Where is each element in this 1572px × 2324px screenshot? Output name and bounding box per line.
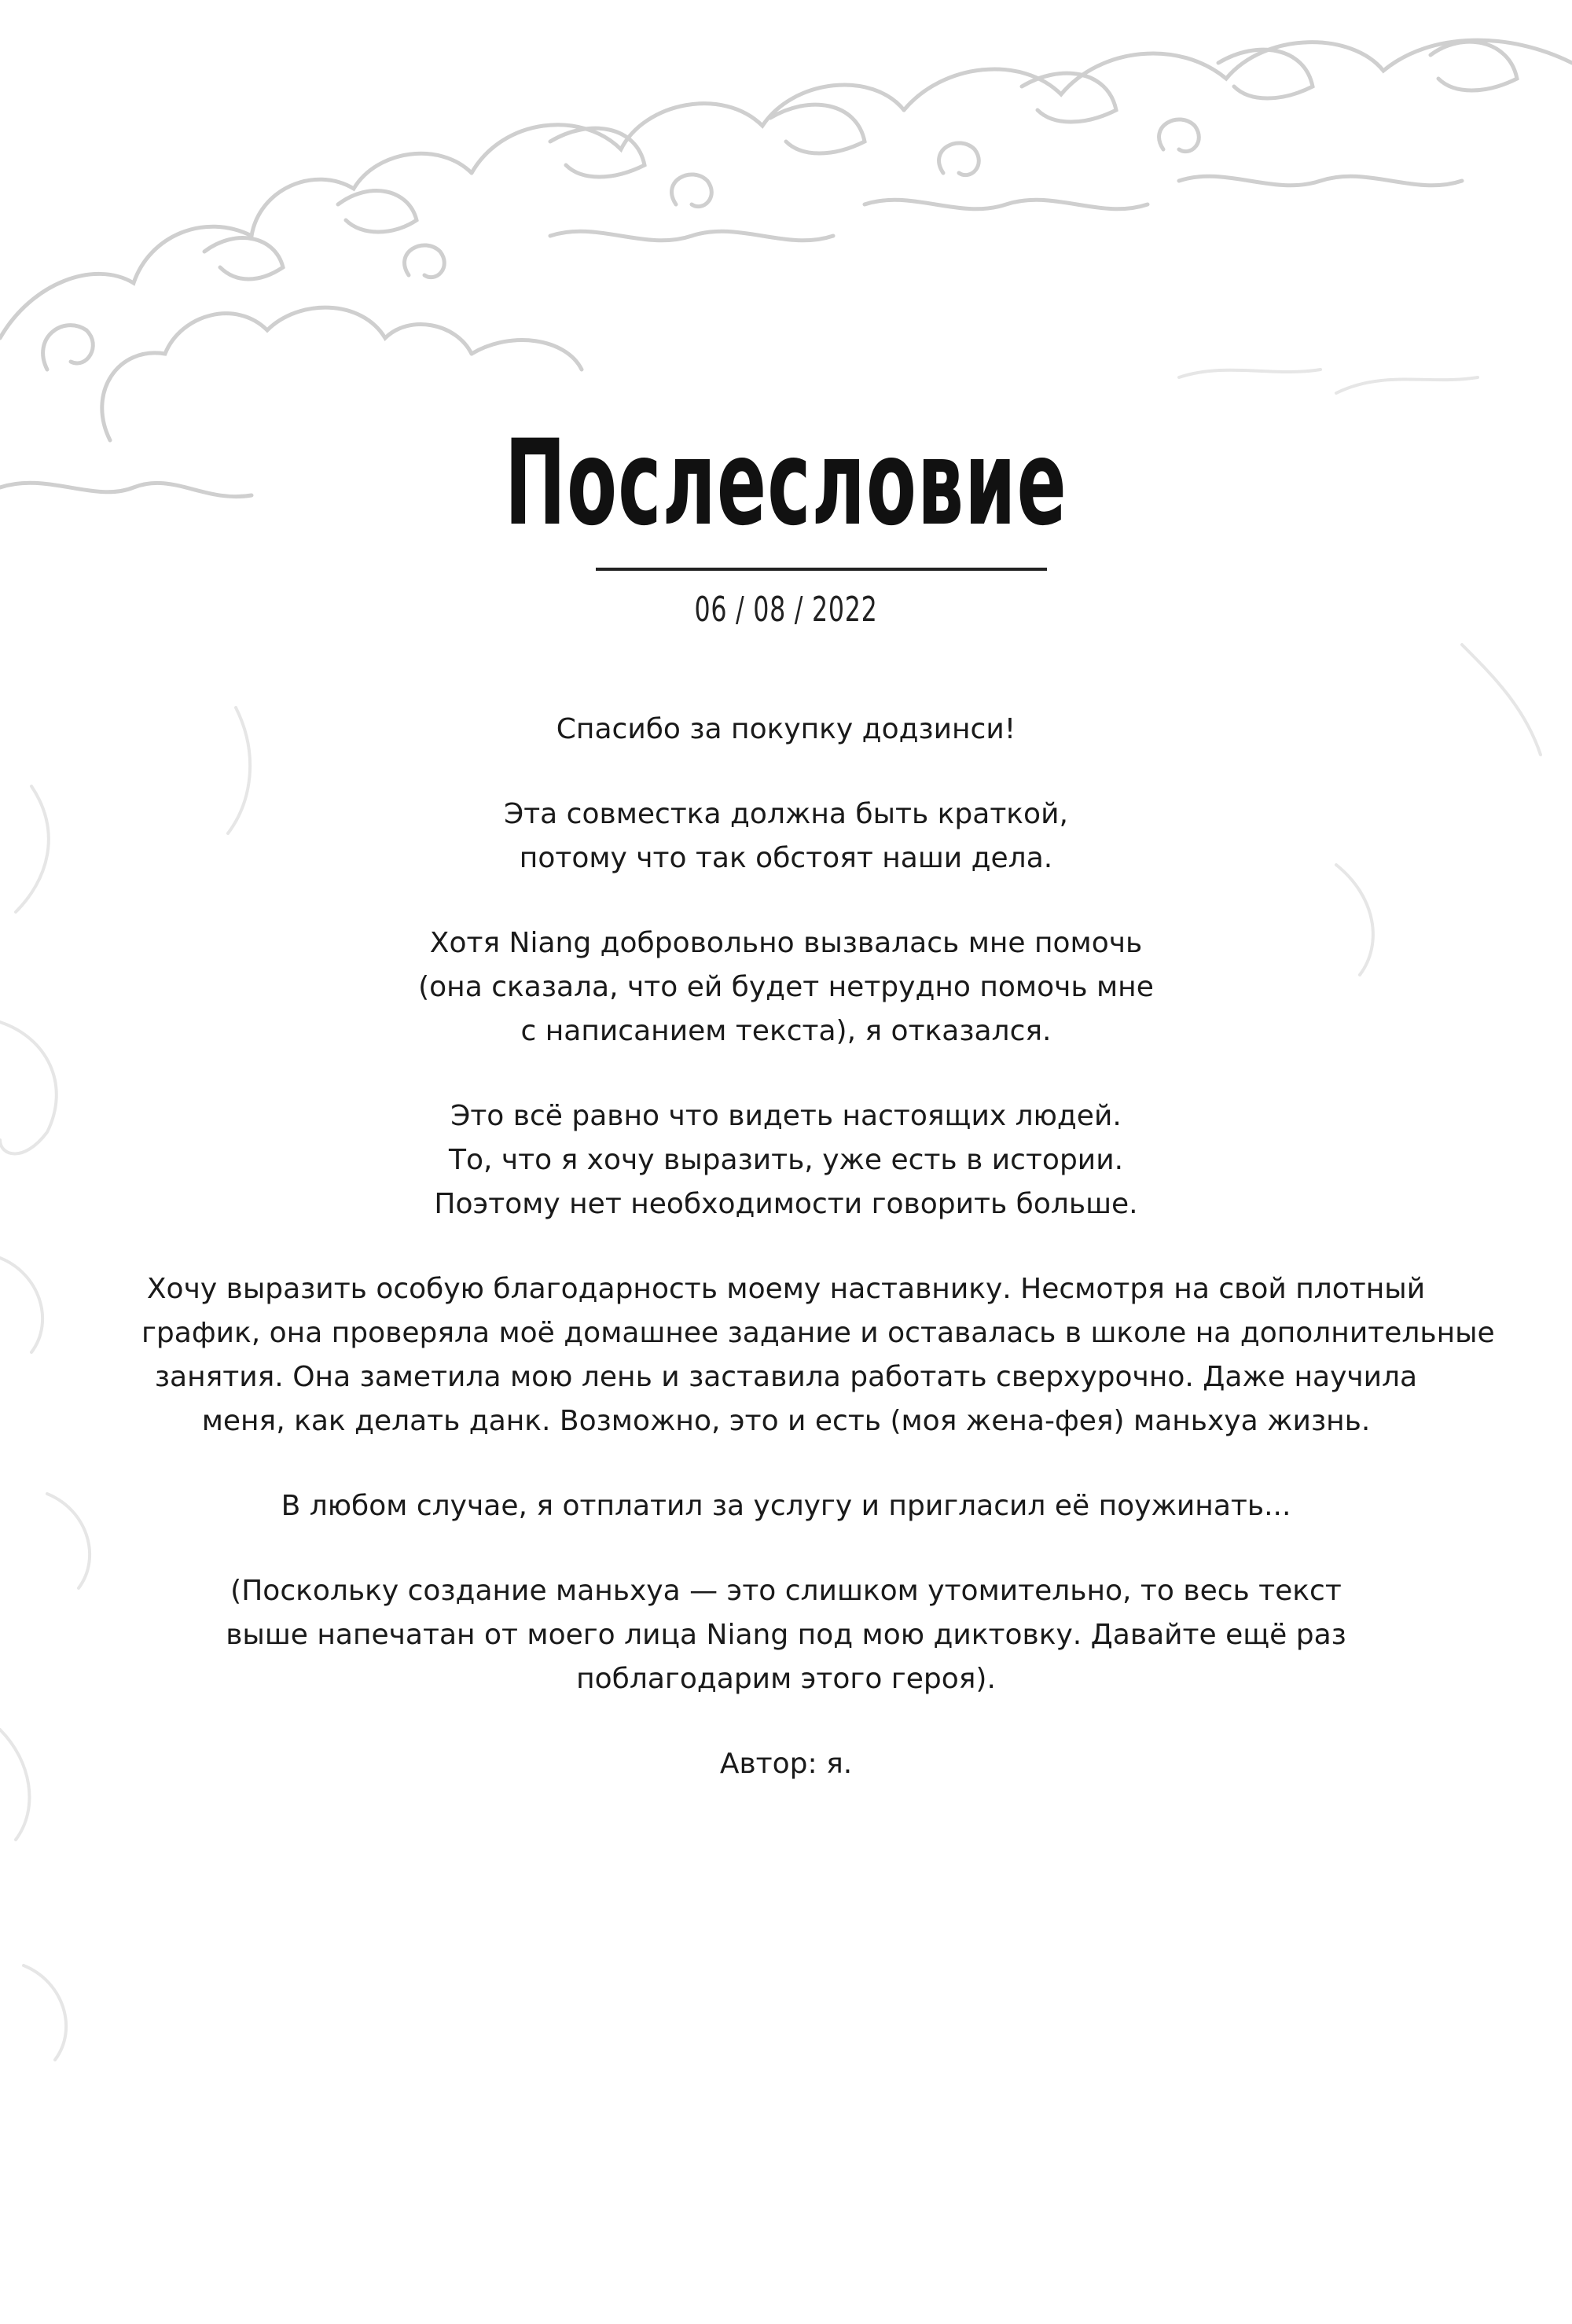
text-line: меня, как делать данк. Возможно, это и есть (моя жена-фея) маньхуа жизнь. [201, 1405, 1371, 1437]
text-line: (она сказала, что ей будет нетрудно помочь мне [418, 971, 1154, 1003]
text-line: занятия. Она заметила мою лень и заставила работать сверхурочно. Даже научила [154, 1361, 1418, 1393]
paragraph-dinner [141, 1484, 1431, 1528]
paragraph-thanks [141, 708, 1431, 752]
text-line: Поэтому нет необходимости говорить больше. [434, 1188, 1138, 1220]
text-line: В любом случае, я отплатил за услугу и пригласил её поужинать... [281, 1490, 1291, 1522]
paragraph-brief [141, 792, 1431, 881]
text-line: То, что я хочу выразить, уже есть в истории. [448, 1144, 1124, 1176]
text-line: Хочу выразить особую благодарность моему наставнику. Несмотря на свой плотный [146, 1273, 1426, 1305]
text-line: с написанием текста), я отказался. [520, 1015, 1052, 1047]
text-line: выше напечатан от моего лица Niang под мою диктовку. Давайте ещё раз [226, 1619, 1346, 1651]
text-line: Спасибо за покупку додзинси! [556, 713, 1016, 745]
text-line: Хотя Niang добровольно вызвалась мне помочь [429, 927, 1143, 959]
page-title: Послесловие [505, 415, 1067, 552]
text-line: поблагодарим этого героя). [576, 1663, 996, 1695]
paragraph-niang [141, 921, 1431, 1054]
text-line: потому что так обстоят наши дела. [519, 842, 1053, 874]
afterword-body [141, 708, 1495, 1827]
paragraph-author [141, 1742, 1431, 1786]
paragraph-real-people [141, 1094, 1431, 1226]
title-underline [596, 568, 1047, 571]
text-line: Эта совместка должна быть краткой, [504, 798, 1068, 830]
text-line: график, она проверяла моё домашнее задание и оставалась в школе на дополнительные [141, 1317, 1495, 1349]
author-signature: Автор: я. [719, 1748, 853, 1780]
paragraph-mentor [141, 1267, 1495, 1443]
page-date: 06 / 08 / 2022 [694, 590, 878, 630]
text-line: (Поскольку создание маньхуа — это слишком утомительно, то весь текст [230, 1575, 1342, 1607]
paragraph-dictation [141, 1569, 1431, 1701]
text-line: Это всё равно что видеть настоящих людей. [450, 1100, 1122, 1132]
